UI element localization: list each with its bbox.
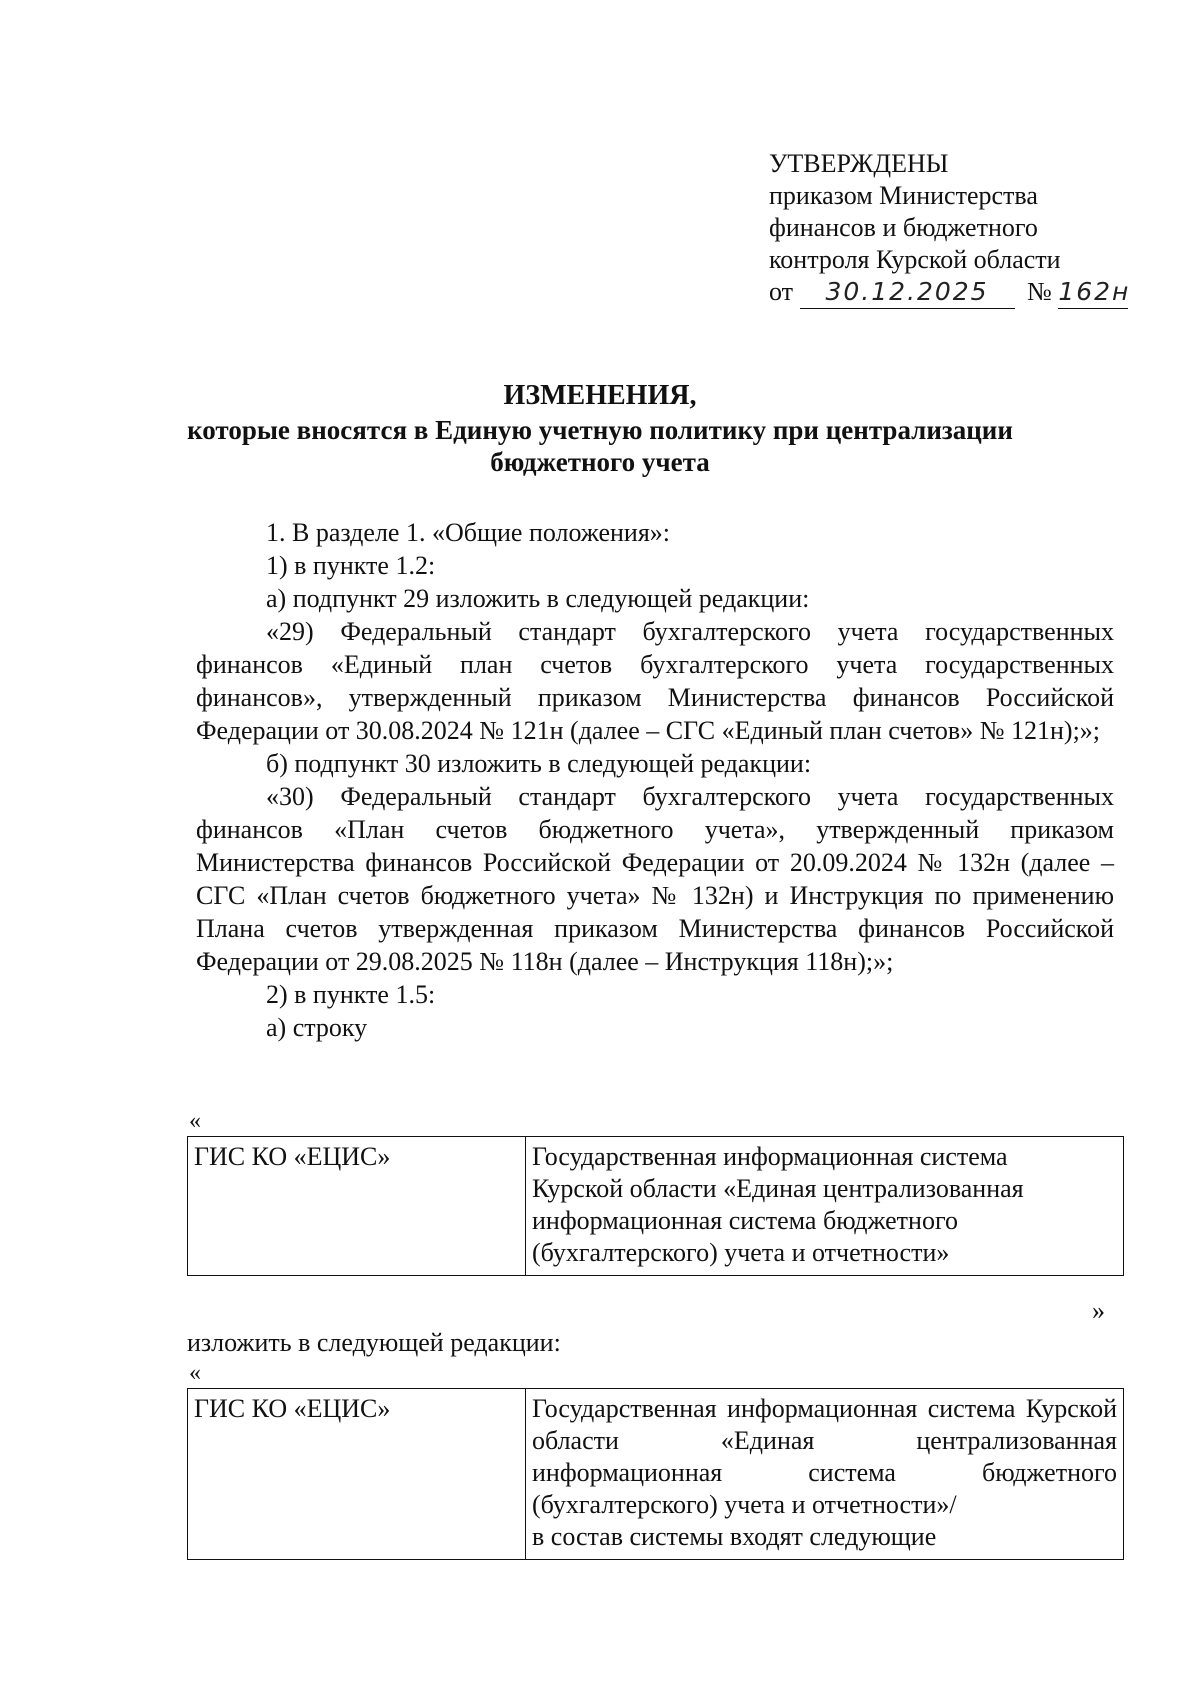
- desc-text: Государственная информационная система Курской области «Единая централизованная информационная система бюджетного (бухгалтерского) учета и отчетности»/: [532, 1394, 1117, 1519]
- desc-line: Курской области «Единая централизованная: [532, 1174, 1024, 1203]
- title-subtitle-line1: которые вносятся в Единую учетную политику при централизации: [187, 415, 1013, 445]
- approval-line: контроля Курской области: [769, 245, 1061, 274]
- table-row: [188, 1137, 1124, 1276]
- number-prefix: №: [1027, 277, 1052, 306]
- table-cell-abbr: ГИС КО «ЕЦИС»: [188, 1137, 526, 1276]
- paragraph: 2) в пункте 1.5:: [266, 980, 436, 1009]
- paragraph: а) строку: [266, 1013, 368, 1042]
- quote-close: »: [1092, 1296, 1105, 1325]
- desc-line: (бухгалтерского) учета и отчетности»: [532, 1238, 950, 1267]
- handwritten-number: 162н: [1058, 277, 1131, 306]
- handwritten-date: 30.12.2025: [825, 277, 989, 306]
- table-old-row: [187, 1136, 1124, 1276]
- approval-block: [769, 148, 1131, 310]
- approval-line: приказом Министерства: [769, 181, 1038, 210]
- paragraph: «29) Федеральный стандарт бухгалтерского учета государственных финансов «Единый план счетов бухгалтерского учета государственных финансов», утвержденный приказом Министерства финансов Российской Федерации от 30.08.2024 № 121н (далее – СГС «Единый план счетов» № 121н);»;: [196, 617, 1114, 745]
- table-row: [188, 1389, 1124, 1560]
- approval-heading: УТВЕРЖДЕНЫ: [769, 149, 949, 178]
- title-main: ИЗМЕНЕНИЯ,: [503, 380, 697, 411]
- table-new-row: [187, 1388, 1124, 1560]
- number-blank: [1058, 276, 1131, 309]
- document-body: [196, 516, 1114, 1044]
- desc-line: Государственная информационная система: [532, 1142, 1008, 1171]
- paragraph: б) подпункт 30 изложить в следующей редакции:: [266, 749, 812, 778]
- quote-open: «: [189, 1108, 201, 1134]
- approval-line: финансов и бюджетного: [769, 213, 1038, 242]
- paragraph: 1) в пункте 1.2:: [266, 551, 436, 580]
- paragraph: изложить в следующей редакции:: [187, 1328, 561, 1357]
- paragraph: 1. В разделе 1. «Общие положения»:: [266, 518, 671, 547]
- desc-line: в состав системы входят следующие: [532, 1522, 937, 1551]
- paragraph: а) подпункт 29 изложить в следующей редакции:: [266, 584, 810, 613]
- table-cell-desc: [526, 1389, 1124, 1560]
- title-subtitle-line2: бюджетного учета: [490, 447, 710, 477]
- date-blank: [800, 276, 1015, 309]
- table-cell-desc: [526, 1137, 1124, 1276]
- document-title: [0, 380, 1200, 478]
- approval-date-row: [769, 276, 1131, 310]
- quote-open: «: [189, 1360, 201, 1386]
- table-cell-abbr: ГИС КО «ЕЦИС»: [188, 1389, 526, 1560]
- desc-line: информационная система бюджетного: [532, 1206, 958, 1235]
- date-prefix: от: [769, 277, 794, 306]
- paragraph: «30) Федеральный стандарт бухгалтерского учета государственных финансов «План счетов бюджетного учета», утвержденный приказом Министерства финансов Российской Федерации от 20.09.2024 № 132н (далее – СГС «План счетов бюджетного учета» № 132н) и Инструкция по применению Плана счетов утвержденная приказом Министерства финансов Российской Федерации от 29.08.2025 № 118н (далее – Инструкция 118н);»;: [196, 782, 1114, 976]
